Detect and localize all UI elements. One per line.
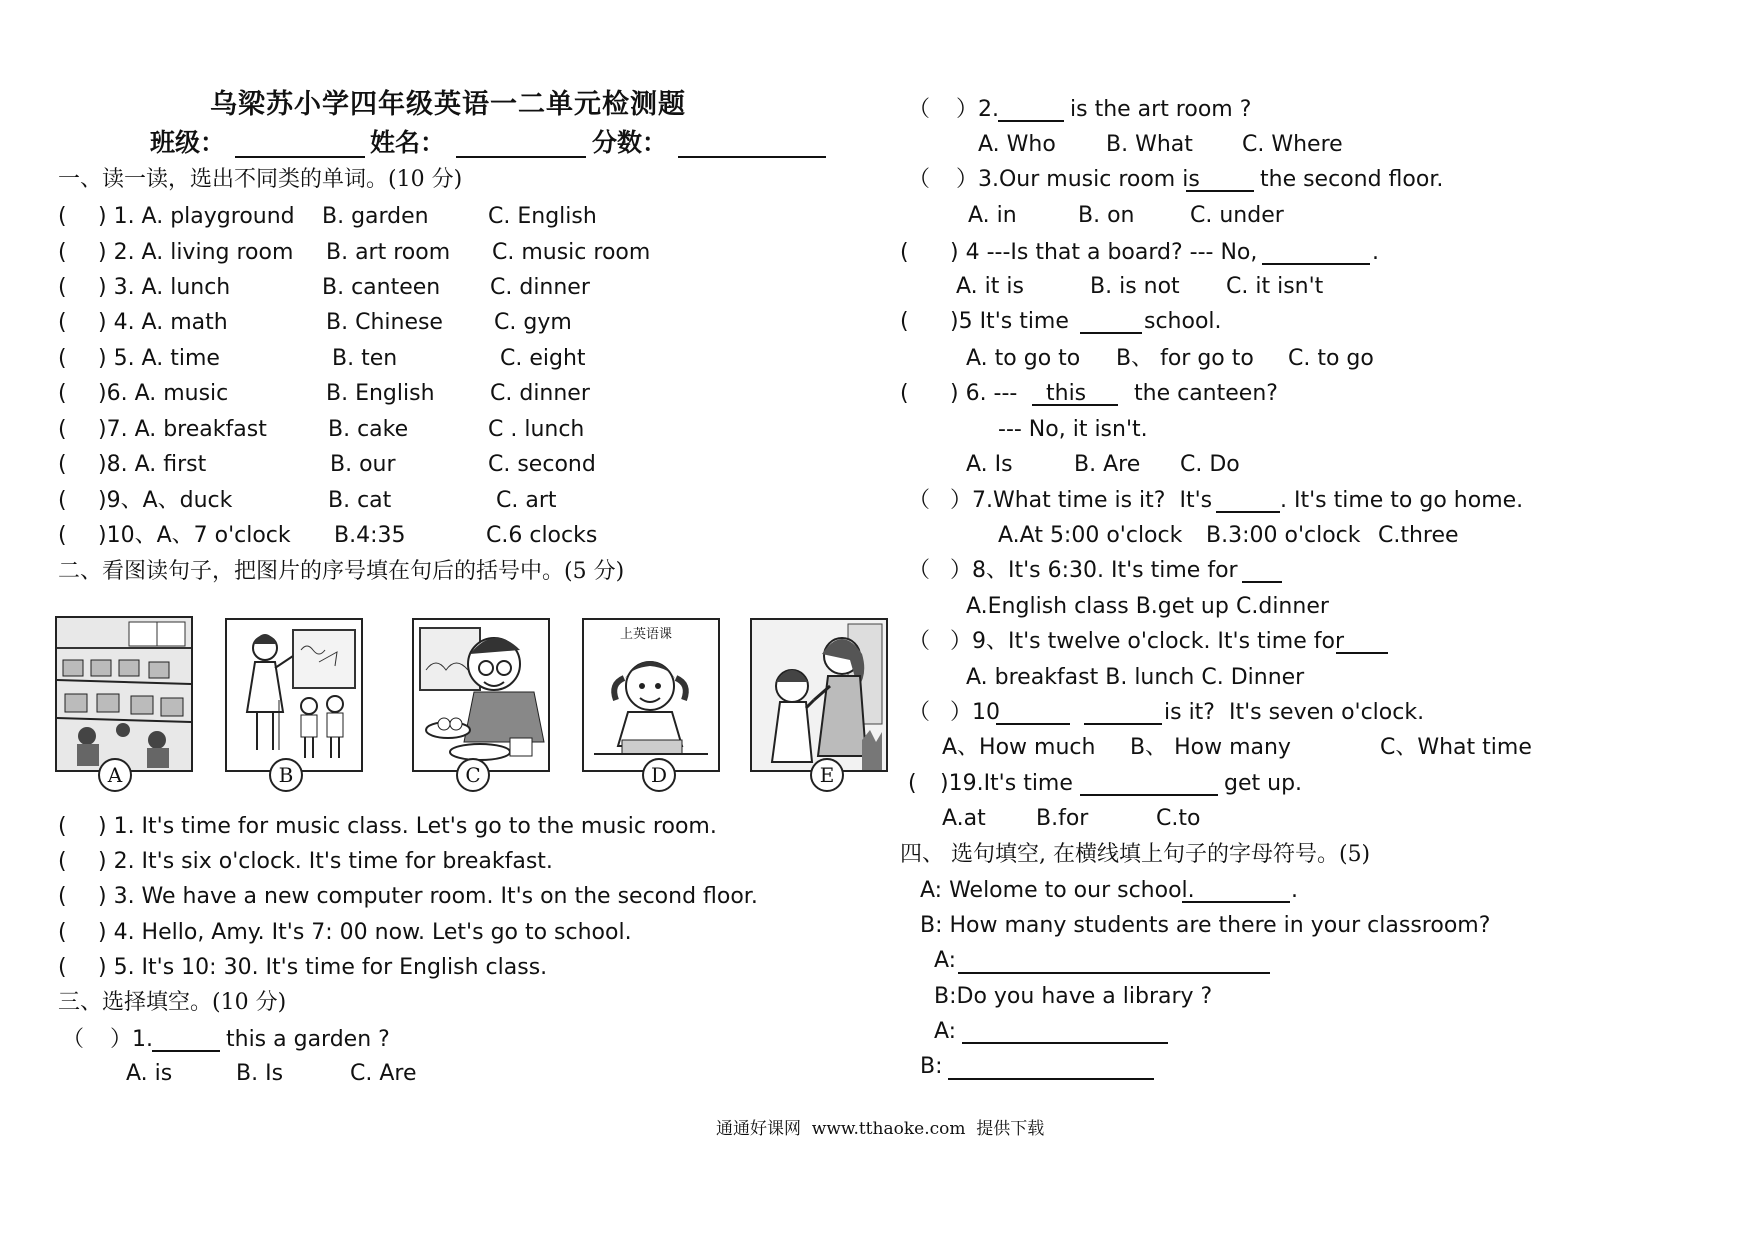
option-a: A.at (942, 806, 986, 831)
question-stem: the second floor. (1260, 167, 1444, 192)
option-c: C.to (1156, 806, 1201, 831)
picture-label-b: B (269, 758, 303, 792)
option-c: C. gym (494, 310, 572, 335)
answer-blank[interactable] (998, 120, 1064, 122)
answer-paren: ( (58, 346, 67, 371)
question-stem: ）2. (956, 97, 999, 122)
item-stem: ) 4. A. math (98, 310, 228, 335)
item-stem: )9、A、duck (98, 488, 233, 513)
item-stem: ) 1. A. playground (98, 204, 295, 229)
answer-paren: ( (900, 240, 909, 265)
option-b: B. canteen (322, 275, 441, 300)
answer-paren: ( (58, 955, 67, 980)
picture-label-d: D (642, 758, 676, 792)
answer-paren: ( (58, 523, 67, 548)
section4-heading: 四、 选句填空, 在横线填上句子的字母符号。(5) (900, 842, 1371, 867)
option-c: C. art (496, 488, 557, 513)
dialogue-line-tail: . (1291, 878, 1298, 903)
answer-blank[interactable] (996, 723, 1070, 725)
footer-text: 通通好课网 www.tthaoke.com 提供下载 (716, 1119, 1045, 1139)
option-c: C . lunch (488, 417, 585, 442)
answer-blank[interactable] (948, 1078, 1154, 1080)
option-c: C. under (1190, 203, 1284, 228)
picture-label-a: A (98, 758, 132, 792)
question-stem: ）1. (110, 1027, 153, 1052)
option-a: A. Is (966, 452, 1013, 477)
score-field[interactable] (678, 156, 826, 158)
option-c: C. Are (350, 1061, 417, 1086)
question-stem: the canteen? (1134, 381, 1278, 406)
item-stem: ) 3. A. lunch (98, 275, 231, 300)
score-label: 分数： (592, 128, 668, 157)
question-stem: school. (1144, 309, 1222, 334)
sentence-line: ) 1. It's time for music class. Let's go to the music room. (98, 814, 717, 839)
sentence-line: ) 5. It's 10: 30. It's time for English class. (98, 955, 548, 980)
option-c: C、What time (1380, 735, 1532, 760)
question-stem: ) 6. --- (950, 381, 1018, 406)
answer-paren: ( (58, 240, 67, 265)
option-b: B. art room (326, 240, 451, 265)
answer-paren: ( (58, 275, 67, 300)
picture-label-e: E (810, 758, 844, 792)
question-stem: ）3.Our music room is (956, 167, 1200, 192)
option-b: B.for (1036, 806, 1089, 831)
item-stem: )8. A. first (98, 452, 207, 477)
answer-paren: ( (58, 310, 67, 335)
music-class-picture (225, 618, 363, 772)
computer-room-picture (55, 616, 193, 772)
option-b: B. Are (1074, 452, 1141, 477)
question-stem: )19.It's time (940, 771, 1073, 796)
item-stem: )10、A、7 o'clock (98, 523, 291, 548)
answer-paren: ( (58, 920, 67, 945)
item-stem: )7. A. breakfast (98, 417, 267, 442)
option-a: A. Who (978, 132, 1056, 157)
option-c: C. Where (1242, 132, 1343, 157)
answer-paren: ( (900, 309, 909, 334)
answer-paren: ( (908, 771, 917, 796)
sentence-line: ) 3. We have a new computer room. It's on the second floor. (98, 884, 758, 909)
answer-blank[interactable] (1186, 190, 1254, 192)
option-a: A、How much (942, 735, 1096, 760)
question-stem: ）7.What time is it? It's (950, 488, 1213, 513)
section3-heading: 三、选择填空。(10 分) (58, 990, 287, 1015)
answer-paren: （ (908, 700, 931, 725)
dialogue-line: B: How many students are there in your classroom? (920, 913, 1491, 938)
picture-label-c: C (456, 758, 490, 792)
dialogue-line: B:Do you have a library ? (934, 984, 1213, 1009)
answer-paren: （ (908, 97, 931, 122)
answer-blank[interactable] (958, 972, 1270, 974)
option-a: A. to go to (966, 346, 1081, 371)
answer-paren: （ (908, 167, 931, 192)
answer-paren: ( (58, 884, 67, 909)
class-field[interactable] (235, 156, 365, 158)
answer-paren: ( (58, 452, 67, 477)
option-a: A.English class B.get up (966, 594, 1229, 619)
item-stem: )6. A. music (98, 381, 229, 406)
question-stem: ）10 (950, 700, 1000, 725)
option-b: B. cat (328, 488, 392, 513)
option-c: C. second (488, 452, 596, 477)
answer-paren: （ (908, 629, 931, 654)
option-c: C. it isn't (1226, 274, 1324, 299)
answer-blank[interactable] (962, 1042, 1168, 1044)
option-c: C. dinner (490, 381, 590, 406)
name-label: 姓名： (370, 128, 446, 157)
option-c: C. to go (1288, 346, 1374, 371)
option-c: C. eight (500, 346, 586, 371)
option-b: B. What (1106, 132, 1193, 157)
option-c: C.three (1378, 523, 1459, 548)
answer-paren: ( (58, 849, 67, 874)
dialogue-line: A: (934, 948, 957, 973)
dialogue-line: B: (920, 1054, 943, 1079)
option-b: B. our (330, 452, 396, 477)
option-c: C. Do (1180, 452, 1240, 477)
answer-paren: ( (900, 381, 909, 406)
option-b: B. English (326, 381, 435, 406)
option-b: B. ten (332, 346, 398, 371)
option-b: B. is not (1090, 274, 1180, 299)
answer-paren: （ (908, 488, 931, 513)
answer-paren: ( (58, 204, 67, 229)
answer-blank[interactable] (1182, 901, 1290, 903)
option-a: A. is (126, 1061, 173, 1086)
section1-heading: 一、读一读，选出不同类的单词。(10 分) (58, 167, 463, 192)
question-stem: ）8、It's 6:30. It's time for (950, 558, 1238, 583)
dialogue-line: A: Welome to our school. (920, 878, 1195, 903)
option-a: A. breakfast B. lunch C. Dinner (966, 665, 1305, 690)
picture-caption: 上英语课 (620, 627, 673, 642)
answer-blank[interactable] (1080, 794, 1218, 796)
option-c: C. music room (492, 240, 651, 265)
answer-blank[interactable] (1262, 263, 1370, 265)
answer-blank[interactable] (1216, 511, 1280, 513)
dialogue-answer: --- No, it isn't. (998, 417, 1148, 442)
question-stem: ) 4 ---Is that a board? --- No, (950, 240, 1258, 265)
page-title: 乌梁苏小学四年级英语一二单元检测题 (210, 89, 686, 120)
dialogue-line: A: (934, 1019, 957, 1044)
question-stem: is it? It's seven o'clock. (1164, 700, 1425, 725)
option-a: A. in (968, 203, 1017, 228)
item-stem: ) 5. A. time (98, 346, 220, 371)
name-field[interactable] (456, 156, 586, 158)
question-stem: . It's time to go home. (1280, 488, 1524, 513)
answer-blank[interactable] (152, 1050, 220, 1052)
answer-paren: ( (58, 814, 67, 839)
greeting-picture (750, 618, 888, 772)
question-stem: get up. (1224, 771, 1303, 796)
option-b: B、 How many (1130, 735, 1291, 760)
breakfast-picture (412, 618, 550, 772)
filled-answer: this (1046, 381, 1087, 406)
question-stem: . (1372, 240, 1379, 265)
answer-blank[interactable] (1084, 723, 1162, 725)
option-c: C.6 clocks (486, 523, 598, 548)
option-b: B.4:35 (334, 523, 406, 548)
option-c: C. English (488, 204, 597, 229)
option-b: B. garden (322, 204, 429, 229)
sentence-line: ) 2. It's six o'clock. It's time for breakfast. (98, 849, 553, 874)
question-stem: )5 It's time (950, 309, 1069, 334)
option-a: A. it is (956, 274, 1024, 299)
option-b: B、 for go to (1116, 346, 1254, 371)
answer-paren: ( (58, 488, 67, 513)
option-a: A.At 5:00 o'clock (998, 523, 1183, 548)
answer-paren: （ (908, 558, 931, 583)
option-b: B. Chinese (326, 310, 443, 335)
option-b: B.3:00 o'clock (1206, 523, 1361, 548)
answer-blank[interactable] (1336, 652, 1388, 654)
answer-paren: ( (58, 381, 67, 406)
option-c: C.dinner (1236, 594, 1329, 619)
question-stem: is the art room ? (1070, 97, 1252, 122)
answer-blank[interactable] (1080, 332, 1142, 334)
answer-blank[interactable] (1242, 581, 1282, 583)
answer-paren: （ (62, 1027, 85, 1052)
section2-heading: 二、看图读句子，把图片的序号填在句后的括号中。(5 分) (58, 559, 625, 584)
item-stem: ) 2. A. living room (98, 240, 294, 265)
option-b: B. cake (328, 417, 409, 442)
option-c: C. dinner (490, 275, 590, 300)
option-b: B. Is (236, 1061, 284, 1086)
answer-paren: ( (58, 417, 67, 442)
question-stem: ）9、It's twelve o'clock. It's time for (950, 629, 1344, 654)
class-label: 班级： (150, 128, 226, 157)
question-stem: this a garden ? (226, 1027, 390, 1052)
option-b: B. on (1078, 203, 1135, 228)
sentence-line: ) 4. Hello, Amy. It's 7: 00 now. Let's go to school. (98, 920, 632, 945)
